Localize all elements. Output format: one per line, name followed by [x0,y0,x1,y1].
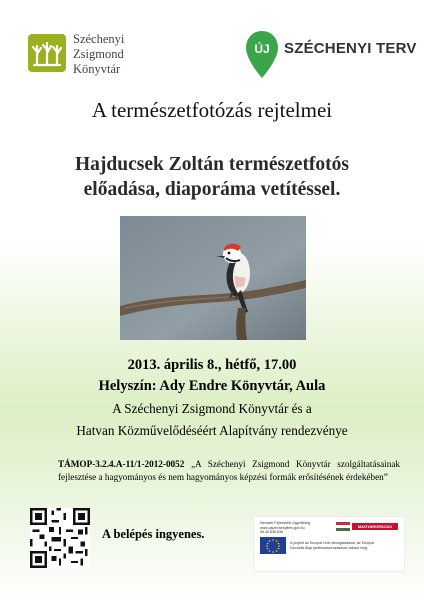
library-name-line3: Könyvtár [73,62,121,76]
woodpecker-photo [120,216,306,340]
library-logo-icon [28,34,66,72]
subtitle-line2: előadása, diaporáma vetítéssel. [83,179,341,200]
eu-statement-line2: Szociális Alap társfinanszírozásával valósul meg. [290,545,369,550]
library-name-line1: Széchenyi [73,32,125,46]
agency-line3: 06 40 638 638 [260,530,283,534]
plan-brand-text: SZÉCHENYI TERV [284,40,417,57]
event-subtitle [0,152,424,202]
tamop-statement [58,458,400,483]
tamop-text: „A Széchenyi Zsigmond Könyvtár szolgáltatásainak fejlesztése a hagyományos és nem hagyományos képzési formák erősítésének érdekében” [58,459,401,482]
eu-funding-box [253,516,405,572]
hungarian-flag-icon [336,522,350,531]
organizer-line2: Hatvan Közművelődéséért Alapítvány rendezvénye [76,423,348,438]
pin-text: ÚJ [254,42,270,56]
library-logo [28,30,153,88]
hungary-renews-label: MAGYARORSZÁG MEGÚJUL [352,523,398,530]
event-location: Helyszín: Ady Endre Könyvtár, Aula [98,378,326,394]
event-date: 2013. április 8., hétfő, 17.00 [127,357,297,373]
szechenyi-terv-logo [240,30,417,86]
eu-flag-icon [260,537,286,554]
agency-line1: Nemzeti Fejlesztési Ügynökség [260,521,311,525]
subtitle-line1: Hajducsek Zoltán természetfotós [74,154,350,175]
free-entry-note: A belépés ingyenes. [102,527,205,541]
map-pin-icon [244,30,280,80]
library-name-line2: Zsigmond [73,47,124,61]
tamop-code: TÁMOP-3.2.4.A-11/1-2012-0052 [58,459,185,469]
agency-line2: www.ujszechenyiterv.gov.hu [260,525,305,530]
eu-statement-line1: A projekt az Európai Unió támogatásával, az Európai [290,541,375,545]
event-title: A természetfotózás rejtelmei [91,98,333,122]
organizer-line1: A Széchenyi Zsigmond Könyvtár és a [112,401,312,416]
qr-code-icon [30,508,90,568]
